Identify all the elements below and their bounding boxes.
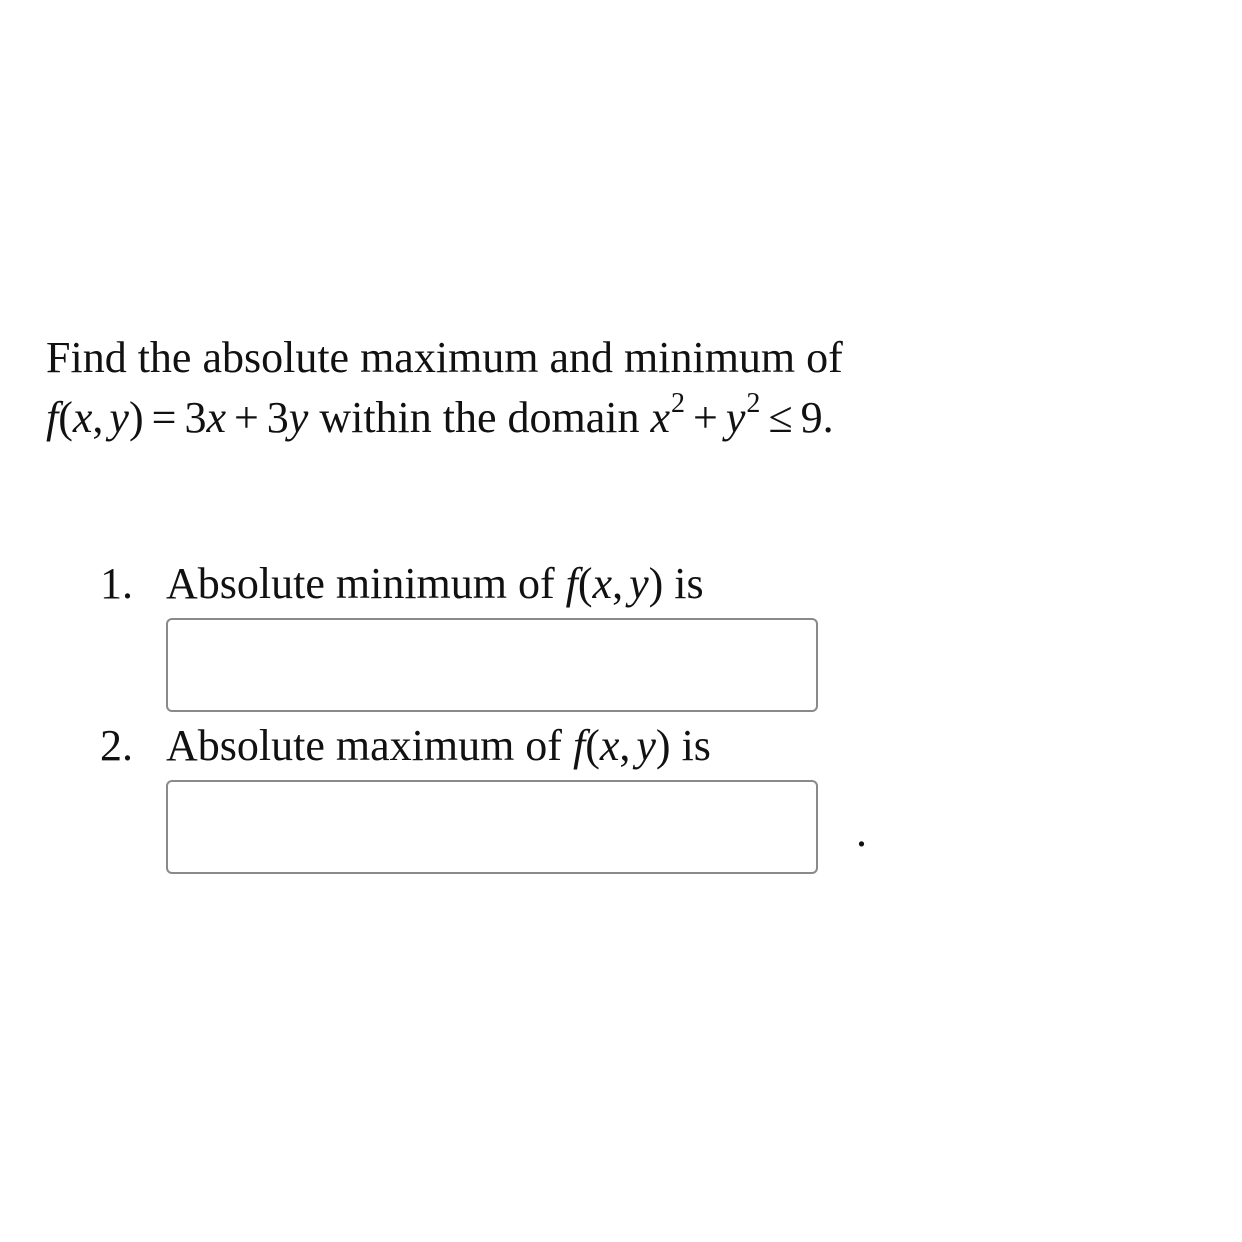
question-2-suffix: is — [681, 721, 711, 770]
question-1-number: 1. — [100, 559, 133, 608]
domain-plus-sign: + — [693, 393, 718, 442]
domain-exponent-2: 2 — [746, 388, 761, 419]
var-y: y — [109, 393, 129, 442]
within-domain-text: within the domain — [319, 393, 640, 442]
plus-sign: + — [233, 393, 259, 442]
question-2-func: f — [572, 721, 586, 770]
coefficient-2: 3 — [266, 393, 289, 442]
domain-x: x — [650, 393, 671, 442]
paren-close: ) — [128, 393, 144, 442]
domain-exponent-1: 2 — [671, 388, 686, 419]
question-2-open: ( — [585, 721, 600, 770]
question-1-x: x — [592, 559, 613, 608]
absolute-minimum-input[interactable] — [166, 618, 818, 712]
question-1-prefix: Absolute minimum of — [166, 559, 555, 608]
question-1 — [100, 556, 704, 612]
function-name: f — [46, 393, 59, 442]
question-1-comma: , — [612, 559, 624, 608]
var-x: x — [72, 393, 93, 442]
question-2 — [100, 718, 711, 774]
domain-y: y — [725, 393, 746, 442]
problem-statement — [46, 328, 1196, 454]
question-1-open: ( — [577, 559, 593, 608]
question-2-number: 2. — [100, 721, 133, 770]
equals-sign: = — [151, 393, 177, 442]
question-2-y: y — [636, 721, 656, 770]
leq-sign: ≤ — [768, 393, 793, 442]
domain-bound: 9. — [800, 393, 834, 442]
trailing-period: . — [856, 807, 867, 856]
question-2-close: ) — [655, 721, 671, 770]
question-2-prefix: Absolute maximum of — [166, 721, 562, 770]
question-1-suffix: is — [674, 559, 704, 608]
question-2-x: x — [599, 721, 620, 770]
term-1-var: x — [206, 393, 226, 442]
paren-open: ( — [58, 393, 73, 442]
absolute-maximum-input[interactable] — [166, 780, 818, 874]
question-1-close: ) — [648, 559, 664, 608]
problem-line-1: Find the absolute maximum and minimum of — [46, 333, 843, 382]
problem-line-2 — [46, 388, 1196, 454]
question-1-func: f — [565, 559, 578, 608]
comma: , — [92, 393, 104, 442]
term-2-var: y — [288, 393, 309, 442]
coefficient-1: 3 — [184, 393, 207, 442]
question-2-comma: , — [619, 721, 631, 770]
question-1-y: y — [629, 559, 649, 608]
